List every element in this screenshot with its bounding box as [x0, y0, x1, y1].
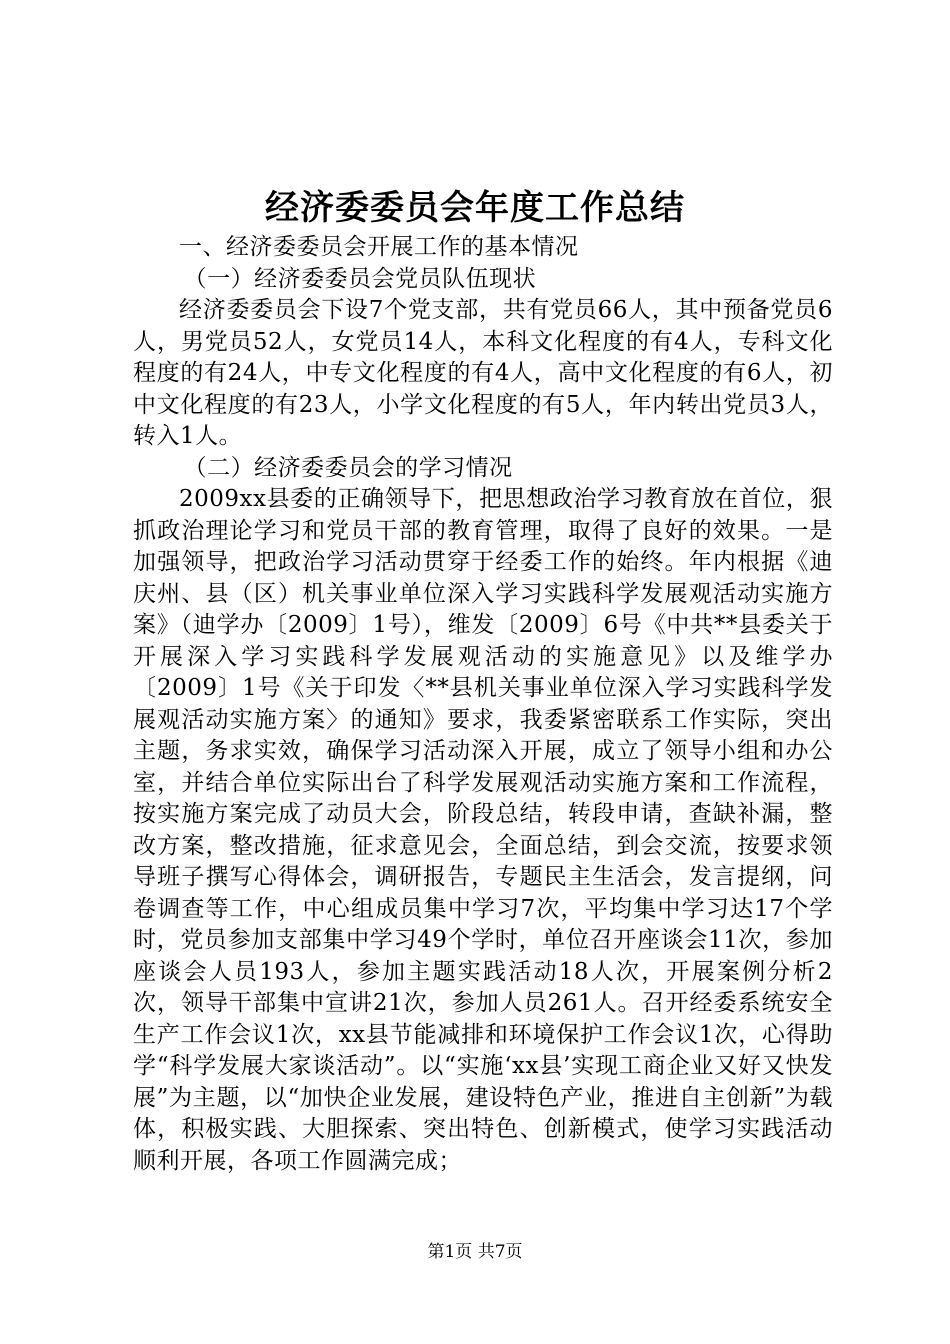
body-paragraph: 2009xx县委的正确领导下，把思想政治学习教育放在首位，狠抓政治理论学习和党员干部的教育管理，取得了良好的效果。一是加强领导，把政治学习活动贯穿于经委工作的始终。年内根据《迪庆州、县（区）机关事业单位深入学习实践科学发展观活动实施方案》（迪学办〔2009〕1号），维发〔2009〕6号《中共**县委关于开展深入学习实践科学发展观活动的实施意见》以及维学办〔2009〕1号《关于印发〈**县机关事业单位深入学习实践科学发展观活动实施方案〉的通知》要求，我委紧密联系工作实际，突出主题，务求实效，确保学习活动深入开展，成立了领导小组和办公室，并结合单位实际出台了科学发展观活动实施方案和工作流程，按实施方案完成了动员大会，阶段总结，转段申请，查缺补漏，整改方案，整改措施，征求意见会，全面总结，到会交流，按要求领导班子撰写心得体会，调研报告，专题民主生活会，发言提纲，问卷调查等工作，中心组成员集中学习7次，平均集中学习达17个学时，党员参加支部集中学习49个学时，单位召开座谈会11次，参加座谈会人员193人，参加主题实践活动18人次，开展案例分析2次，领导干部集中宣讲21次，参加人员261人。召开经委系统安全生产工作会议1次，xx县节能减排和环境保护工作会议1次，心得助学“科学发展大家谈活动”。以“实施‘xx县’实现工商企业又好又快发展”为主题，以“加快企业发展，建设特色产业，推进自主创新”为载体，积极实践、大胆探索、突出特色、创新模式，使学习实践活动顺利开展，各项工作圆满完成； [133, 486, 833, 1174]
subsection-heading: （一）经济委委员会党员队伍现状 [183, 265, 537, 292]
document-body [133, 232, 833, 1177]
page-footer: 第1页 共7页 [427, 1242, 523, 1262]
body-paragraph: 经济委委员会下设7个党支部，共有党员66人，其中预备党员6人，男党员52人，女党员14人，本科文化程度的有4人，专科文化程度的有24人，中专文化程度的有4人，高中文化程度的有6人，初中文化程度的有23人，小学文化程度的有5人，年内转出党员3人，转入1人。 [133, 297, 833, 449]
section-heading: 一、经济委委员会开展工作的基本情况 [179, 234, 579, 260]
document-title: 经济委委员会年度工作总结 [265, 188, 685, 228]
subsection-heading: （二）经济委委员会的学习情况 [183, 454, 513, 481]
